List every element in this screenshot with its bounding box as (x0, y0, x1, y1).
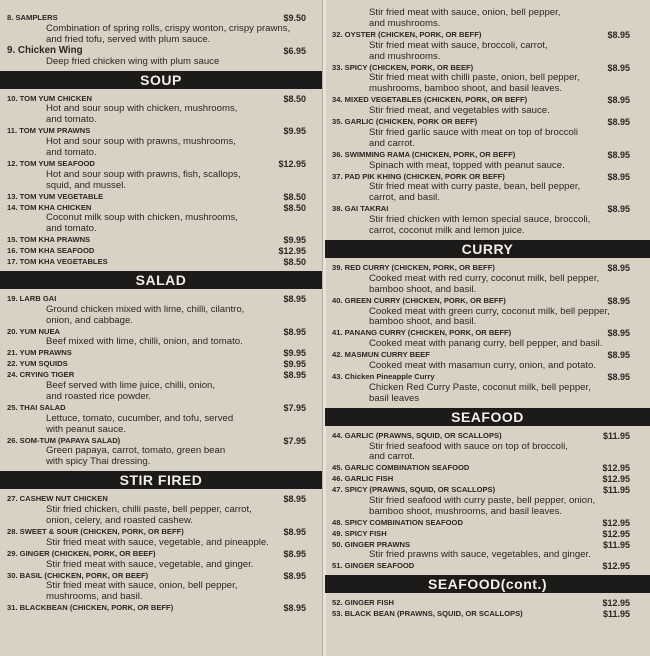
item-name: 29. GINGER (CHICKEN, PORK, OR BEEF) (7, 548, 156, 558)
item-description: Stir fried meat with sauce, vegetable, and pineapple. (46, 536, 269, 548)
item-name: 42. MASMUN CURRY BEEF (332, 350, 430, 360)
item-price: $8.95 (607, 295, 630, 306)
item-name: 15. TOM KHA PRAWNS (7, 235, 91, 245)
item-name: 40. GREEN CURRY (CHICKEN, PORK, OR BEFF) (332, 295, 506, 305)
item-name: 24. CRYING TIGER (7, 370, 75, 380)
item-description: and roasted rice powder. (46, 390, 152, 402)
item-name: 25. THAI SALAD (7, 402, 66, 412)
section-header: SOUP (0, 71, 322, 89)
menu-item (325, 150, 650, 172)
menu-item (325, 204, 650, 237)
menu-item (325, 328, 650, 350)
item-description: Cooked meat with masamun curry, onion, and potato. (369, 360, 596, 372)
menu-item (325, 518, 650, 529)
item-description: mushrooms, and basil. (46, 591, 143, 603)
item-description: and tomato. (46, 114, 97, 126)
item-price: $8.95 (283, 570, 306, 581)
item-name: 19. LARB GAI (7, 293, 57, 303)
item-name: 49. SPICY FISH (332, 528, 387, 538)
item-description: squid, and mussel. (46, 179, 126, 191)
item-name: 47. SPICY (PRAWNS, SQUID, OR SCALLOPS) (332, 485, 496, 495)
item-description: mushrooms, bamboo shoot, and basil leaves. (369, 83, 563, 95)
menu-item (0, 571, 322, 604)
menu-item (0, 235, 322, 246)
item-description: and tomato. (46, 147, 97, 158)
item-price: $8.95 (607, 204, 630, 215)
item-price: $12.95 (602, 561, 630, 572)
menu-item (0, 436, 322, 469)
item-name: 34. MIXED VEGETABLES (CHICKEN, PORK, OR BEFF) (332, 95, 528, 105)
menu-section (325, 408, 650, 573)
item-description: Hot and sour soup with prawns, mushrooms, (46, 136, 236, 148)
item-description: Stir fried meat with sauce, vegetable, and ginger. (46, 558, 254, 570)
item-description: Stir fried meat, and vegetables with sauce. (369, 105, 550, 117)
item-price: $9.95 (283, 235, 306, 246)
item-description: and fried tofu, served with plum sauce. (46, 33, 211, 45)
item-description: Spinach with meat, topped with peanut sauce. (369, 159, 565, 171)
item-description: carrot, coconut milk and lemon juice. (369, 225, 525, 237)
item-price: $8.95 (607, 350, 630, 361)
item-description: onion, celery, and roasted cashew. (46, 515, 194, 527)
item-price: $12.95 (278, 158, 306, 169)
item-description: with spicy Thai dressing. (46, 456, 151, 468)
menu-item (325, 263, 650, 296)
menu-item (325, 296, 650, 329)
item-description: Cooked meat with panang curry, bell pepper, and basil. (369, 338, 603, 350)
item-name: 43. Chicken Pineapple Curry (332, 371, 435, 381)
menu-column-left (0, 0, 322, 656)
item-price: $8.95 (283, 603, 306, 614)
menu-item (325, 350, 650, 372)
menu-item (325, 474, 650, 485)
item-description: Chicken Red Curry Paste, coconut milk, bell pepper, (369, 381, 591, 393)
menu-item (325, 30, 650, 63)
item-name: 26. SOM-TUM (PAPAYA SALAD) (7, 435, 121, 445)
item-name: 21. YUM PRAWNS (7, 348, 72, 358)
item-name: 31. BLACKBEAN (CHICKEN, PORK, OR BEFF) (7, 603, 174, 613)
item-description: onion, and cabbage. (46, 314, 133, 326)
item-price: $6.95 (283, 45, 306, 56)
item-description: Coconut milk soup with chicken, mushrooms, (46, 212, 238, 224)
item-name: 46. GARLIC FISH (332, 474, 394, 484)
menu-item (325, 8, 650, 30)
item-description: and carrot. (369, 451, 415, 463)
menu-item (0, 13, 322, 46)
menu-item (0, 527, 322, 549)
section-header: SEAFOOD(cont.) (325, 575, 650, 593)
item-price: $8.95 (283, 494, 306, 505)
item-name: 41. PANANG CURRY (CHICKEN, PORK, OR BEFF) (332, 328, 512, 338)
item-name: 28. SWEET & SOUR (CHICKEN, PORK, OR BEFF) (7, 526, 184, 536)
item-description: Cooked meat with green curry, coconut milk, bell pepper, (369, 305, 610, 317)
item-price: $8.95 (283, 326, 306, 337)
item-price: $8.95 (607, 171, 630, 182)
item-description: Stir fried meat with sauce, onion, bell pepper, (46, 580, 238, 592)
item-name: 48. SPICY COMBINATION SEAFOOD (332, 517, 463, 527)
item-price: $8.95 (283, 526, 306, 537)
item-name: 10. TOM YUM CHICKEN (7, 93, 92, 103)
item-description: Cooked meat with red curry, coconut milk, bell pepper, (369, 272, 600, 284)
item-price: $12.95 (602, 598, 630, 609)
item-description: Combination of spring rolls, crispy wonton, crispy prawns, (46, 22, 291, 34)
item-description: Hot and sour soup with chicken, mushrooms, (46, 103, 238, 115)
item-price: $8.95 (283, 548, 306, 559)
menu-item (0, 203, 322, 236)
menu-item (325, 117, 650, 150)
menu-item (0, 370, 322, 403)
item-price: $7.95 (283, 435, 306, 446)
item-description: and mushrooms. (369, 17, 441, 29)
menu-item (0, 403, 322, 436)
item-price: $8.50 (283, 191, 306, 202)
menu-item (0, 549, 322, 571)
item-description: and carrot. (369, 137, 415, 149)
menu-item (0, 257, 322, 268)
item-price: $12.95 (602, 474, 630, 485)
item-description: with peanut sauce. (46, 423, 127, 435)
item-name: 51. GINGER SEAFOOD (332, 561, 415, 571)
menu-item (325, 431, 650, 464)
item-name: 39. RED CURRY (CHICKEN, PORK, OR BEFF) (332, 262, 495, 272)
menu-item (0, 359, 322, 370)
item-price: $8.50 (283, 93, 306, 104)
item-name: 17. TOM KHA VEGETABLES (7, 256, 108, 266)
item-price: $12.95 (602, 517, 630, 528)
item-price: $11.95 (602, 430, 630, 441)
item-price: $8.95 (607, 29, 630, 40)
item-name: 8. SAMPLERS (7, 13, 58, 22)
menu-item (0, 327, 322, 349)
item-price: $8.95 (607, 328, 630, 339)
item-price: $8.95 (607, 62, 630, 73)
item-name: 38. GAI TAKRAI (332, 204, 389, 214)
item-price: $11.95 (602, 609, 630, 620)
item-description: basil leaves (369, 392, 420, 404)
menu-item (0, 246, 322, 257)
item-description: Hot and sour soup with prawns, fish, scallops, (46, 168, 241, 180)
section-header: SALAD (0, 271, 322, 289)
item-price: $8.95 (607, 149, 630, 160)
menu-item (0, 159, 322, 192)
item-price: $9.95 (283, 126, 306, 137)
item-description: bamboo shoot, and basil. (369, 316, 477, 328)
item-name: 53. BLACK BEAN (PRAWNS, SQUID, OR SCALLOPS) (332, 609, 523, 619)
menu-item (325, 540, 650, 562)
item-price: $12.95 (602, 528, 630, 539)
item-description: Green papaya, carrot, tomato, green bean (46, 445, 226, 457)
item-description: Stir fried prawns with sauce, vegetables, and ginger. (369, 549, 591, 561)
item-description: Stir fried garlic sauce with meat on top of broccoli (369, 126, 579, 138)
item-description: Stir fried seafood with curry paste, bell pepper, onion, (369, 495, 596, 506)
menu-section (325, 240, 650, 405)
item-name: 12. TOM YUM SEAFOOD (7, 158, 95, 168)
item-name: 27. CASHEW NUT CHICKEN (7, 494, 108, 504)
item-price: $9.50 (283, 13, 306, 23)
item-name: 52. GINGER FISH (332, 598, 395, 608)
item-description: Deep fried chicken wing with plum sauce (46, 55, 220, 67)
menu-column-right (325, 0, 650, 656)
item-name: 16. TOM KHA SEAFOOD (7, 246, 95, 256)
menu-section (0, 271, 322, 468)
item-description: Stir fried seafood with sauce on top of broccoli, (369, 440, 568, 452)
item-description: bamboo shoot, and basil. (369, 283, 477, 295)
item-price: $9.95 (283, 348, 306, 359)
item-price: $7.95 (283, 402, 306, 413)
item-price: $8.95 (283, 370, 306, 381)
item-name: 14. TOM KHA CHICKEN (7, 202, 92, 212)
menu-item (0, 46, 322, 68)
item-name: 30. BASIL (CHICKEN, PORK, OR BEEF) (7, 570, 149, 580)
item-name: 36. SWIMMING RAMA (CHICKEN, PORK, OR BEFF) (332, 149, 516, 159)
item-description: bamboo shoot, mushrooms, and basil leaves. (369, 505, 563, 517)
menu-item (325, 609, 650, 620)
menu-item (325, 463, 650, 474)
menu-item (0, 294, 322, 327)
item-name: 20. YUM NUEA (7, 326, 61, 336)
menu-section (325, 8, 650, 237)
item-name: 37. PAD PIK KHING (CHICKEN, PORK OR BEFF) (332, 171, 505, 181)
menu-item (0, 348, 322, 359)
item-description: Stir fried meat with curry paste, bean, bell pepper, (369, 181, 581, 193)
item-description: Stir fried meat with sauce, onion, bell pepper, (369, 7, 561, 18)
item-description: Stir fried chicken, chilli paste, bell pepper, carrot, (46, 504, 252, 516)
item-price: $11.95 (602, 539, 630, 550)
menu-item (325, 561, 650, 572)
item-name: 45. GARLIC COMBINATION SEAFOOD (332, 463, 470, 473)
section-header: CURRY (325, 240, 650, 258)
menu-section (0, 471, 322, 614)
menu-section (0, 71, 322, 268)
item-name: 13. TOM YUM VEGETABLE (7, 191, 104, 201)
menu-item (0, 494, 322, 527)
item-description: carrot, and basil. (369, 192, 440, 204)
item-name: 35. GARLIC (CHICKEN, PORK OR BEFF) (332, 117, 478, 127)
item-name: 22. YUM SQUIDS (7, 359, 68, 369)
item-description: Ground chicken mixed with lime, chilli, cilantro, (46, 303, 245, 315)
item-description: Stir fried meat with chilli paste, onion, bell pepper, (369, 72, 580, 84)
item-name: 9. Chicken Wing (7, 44, 83, 56)
item-price: $8.50 (283, 256, 306, 267)
menu-item (325, 172, 650, 205)
item-description: Lettuce, tomato, cucumber, and tofu, served (46, 412, 234, 424)
item-price: $11.95 (602, 485, 630, 496)
menu-item (325, 598, 650, 609)
item-description: and tomato. (46, 223, 97, 235)
item-description: Stir fried meat with sauce, broccoli, carrot, (369, 39, 548, 51)
item-price: $8.95 (607, 371, 630, 382)
section-header: STIR FIRED (0, 471, 322, 489)
item-name: 32. OYSTER (CHICKEN, PORK, OR BEFF) (332, 29, 482, 39)
menu-section (0, 13, 322, 68)
menu-item (325, 63, 650, 96)
item-name: 33. SPICY (CHICKEN, PORK, OR BEEF) (332, 62, 474, 72)
menu-item (325, 485, 650, 518)
item-name: 11. TOM YUM PRAWNS (7, 126, 91, 136)
item-price: $12.95 (602, 463, 630, 474)
menu-item (325, 529, 650, 540)
menu-section (325, 575, 650, 620)
item-name: 44. GARLIC (PRAWNS, SQUID, OR SCALLOPS) (332, 430, 502, 440)
item-price: $8.95 (607, 95, 630, 106)
item-description: and mushrooms. (369, 50, 441, 62)
item-price: $8.50 (283, 202, 306, 213)
menu-item (0, 94, 322, 127)
item-name: 50. GINGER PRAWNS (332, 539, 411, 549)
item-price: $8.95 (607, 117, 630, 128)
item-price: $8.95 (607, 262, 630, 273)
menu-item (0, 192, 322, 203)
menu-item (0, 126, 322, 159)
item-price: $8.95 (283, 293, 306, 304)
menu-item (325, 95, 650, 117)
item-description: Beef mixed with lime, chilli, onion, and tomato. (46, 336, 243, 348)
item-description: Beef served with lime juice, chilli, onion, (46, 380, 216, 392)
menu-item (0, 603, 322, 614)
section-header: SEAFOOD (325, 408, 650, 426)
item-description: Stir fried chicken with lemon special sauce, broccoli, (369, 214, 591, 226)
item-price: $12.95 (278, 246, 306, 257)
menu-item (325, 372, 650, 405)
item-price: $9.95 (283, 359, 306, 370)
